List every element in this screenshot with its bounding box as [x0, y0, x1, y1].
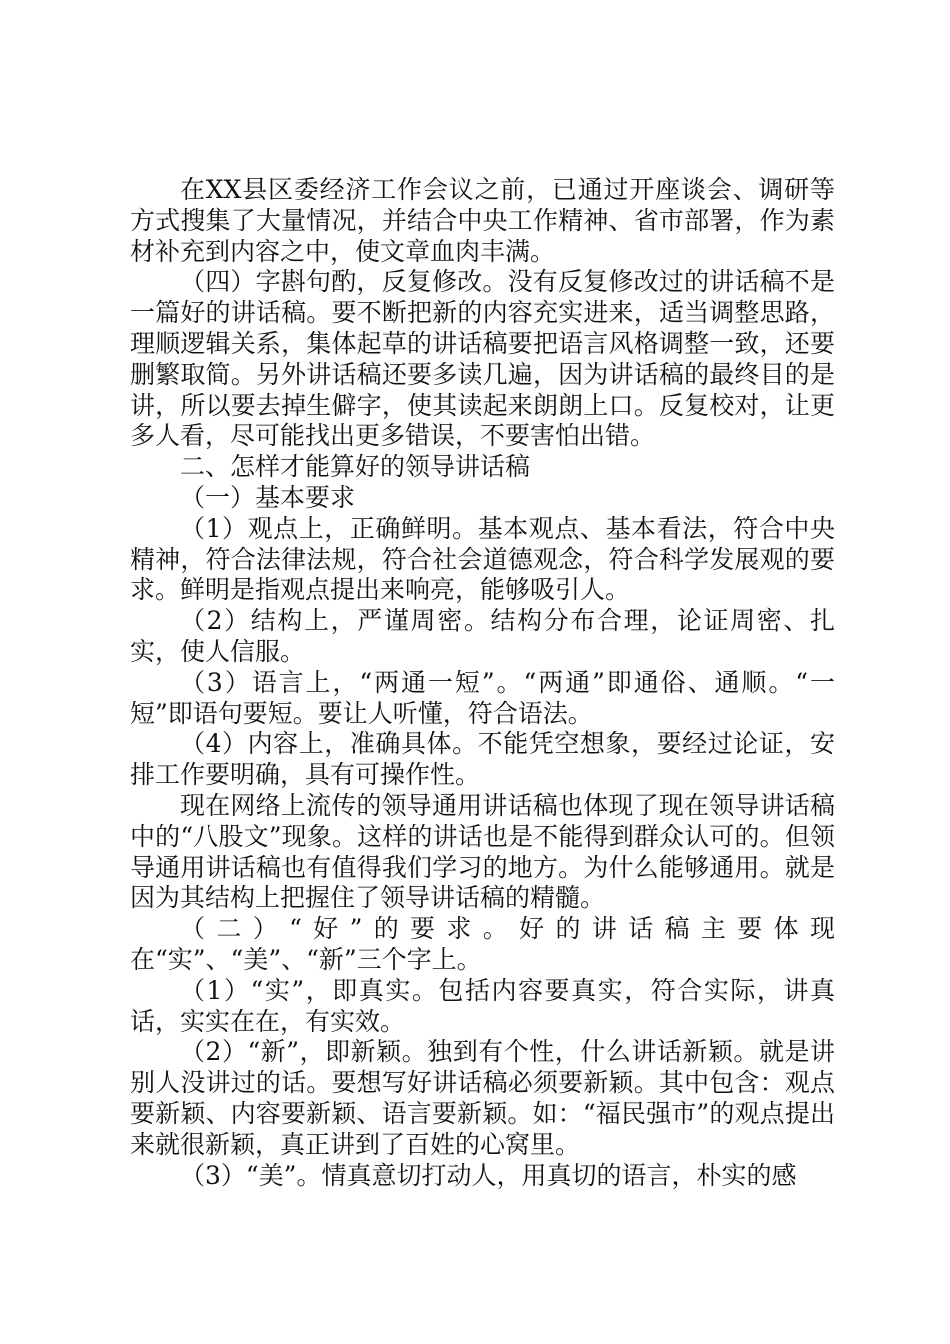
paragraph-requirement-4: （4）内容上，准确具体。不能凭空想象，要经过论证，安排工作要明确，具有可操作性。 — [130, 729, 835, 790]
section-heading-2: 二、怎样才能算好的领导讲话稿 — [180, 452, 531, 482]
paragraph-requirement-3: （3）语言上，“两通一短”。“两通”即通俗、通顺。“一短”即语句要短。要让人听懂，符合语法。 — [130, 667, 835, 728]
paragraph-requirement-1: （1）观点上，正确鲜明。基本观点、基本看法，符合中央精神，符合法律法规，符合社会道德观念，符合科学发展观的要求。鲜明是指观点提出来响亮，能够吸引人。 — [130, 513, 835, 605]
document-body — [130, 175, 835, 1191]
paragraph-2: （四）字斟句酌，反复修改。没有反复修改过的讲话稿不是一篇好的讲话稿。要不断把新的内容充实进来，适当调整思路，理顺逻辑关系，集体起草的讲话稿要把语言风格调整一致，还要删繁取简。另外讲话稿还要多读几遍，因为讲话稿的最终目的是讲，所以要去掉生僻字，使其读起来朗朗上口。反复校对，让更多人看，尽可能找出更多错误，不要害怕出错。 — [130, 267, 835, 451]
paragraph-good-beauty: （3）“美”。情真意切打动人，用真切的语言，朴实的感 — [180, 1160, 797, 1190]
paragraph-requirement-2: （2）结构上，严谨周密。结构分布合理，论证周密、扎实，使人信服。 — [130, 606, 835, 666]
paragraph-good-real: （1）“实”，即真实。包括内容要真实，符合实际，讲真话，实实在在，有实效。 — [130, 975, 835, 1036]
paragraph-1: 在XX县区委经济工作会议之前，已通过开座谈会、调研等方式搜集了大量情况，并结合中央工作精神、省市部署，作为素材补充到内容之中，使文章血肉丰满。 — [130, 175, 835, 266]
subsection-heading-basic: （一）基本要求 — [180, 482, 356, 512]
paragraph-good-new: （2）“新”，即新颖。独到有个性，什么讲话新颖。就是讲别人没讲过的话。要想写好讲话稿必须要新颖。其中包含：观点要新颖、内容要新颖、语言要新颖。如：“福民强市”的观点提出来就很新颖，真正讲到了百姓的心窝里。 — [130, 1037, 835, 1159]
subsection-heading-good: （二）“好”的要求。好的讲话稿主要体现在“实”、“美”、“新”三个字上。 — [130, 914, 835, 974]
paragraph-general-speech: 现在网络上流传的领导通用讲话稿也体现了现在领导讲话稿中的“八股文”现象。这样的讲话也是不能得到群众认可的。但领导通用讲话稿也有值得我们学习的地方。为什么能够通用。就是因为其结构上把握住了领导讲话稿的精髓。 — [130, 790, 835, 913]
